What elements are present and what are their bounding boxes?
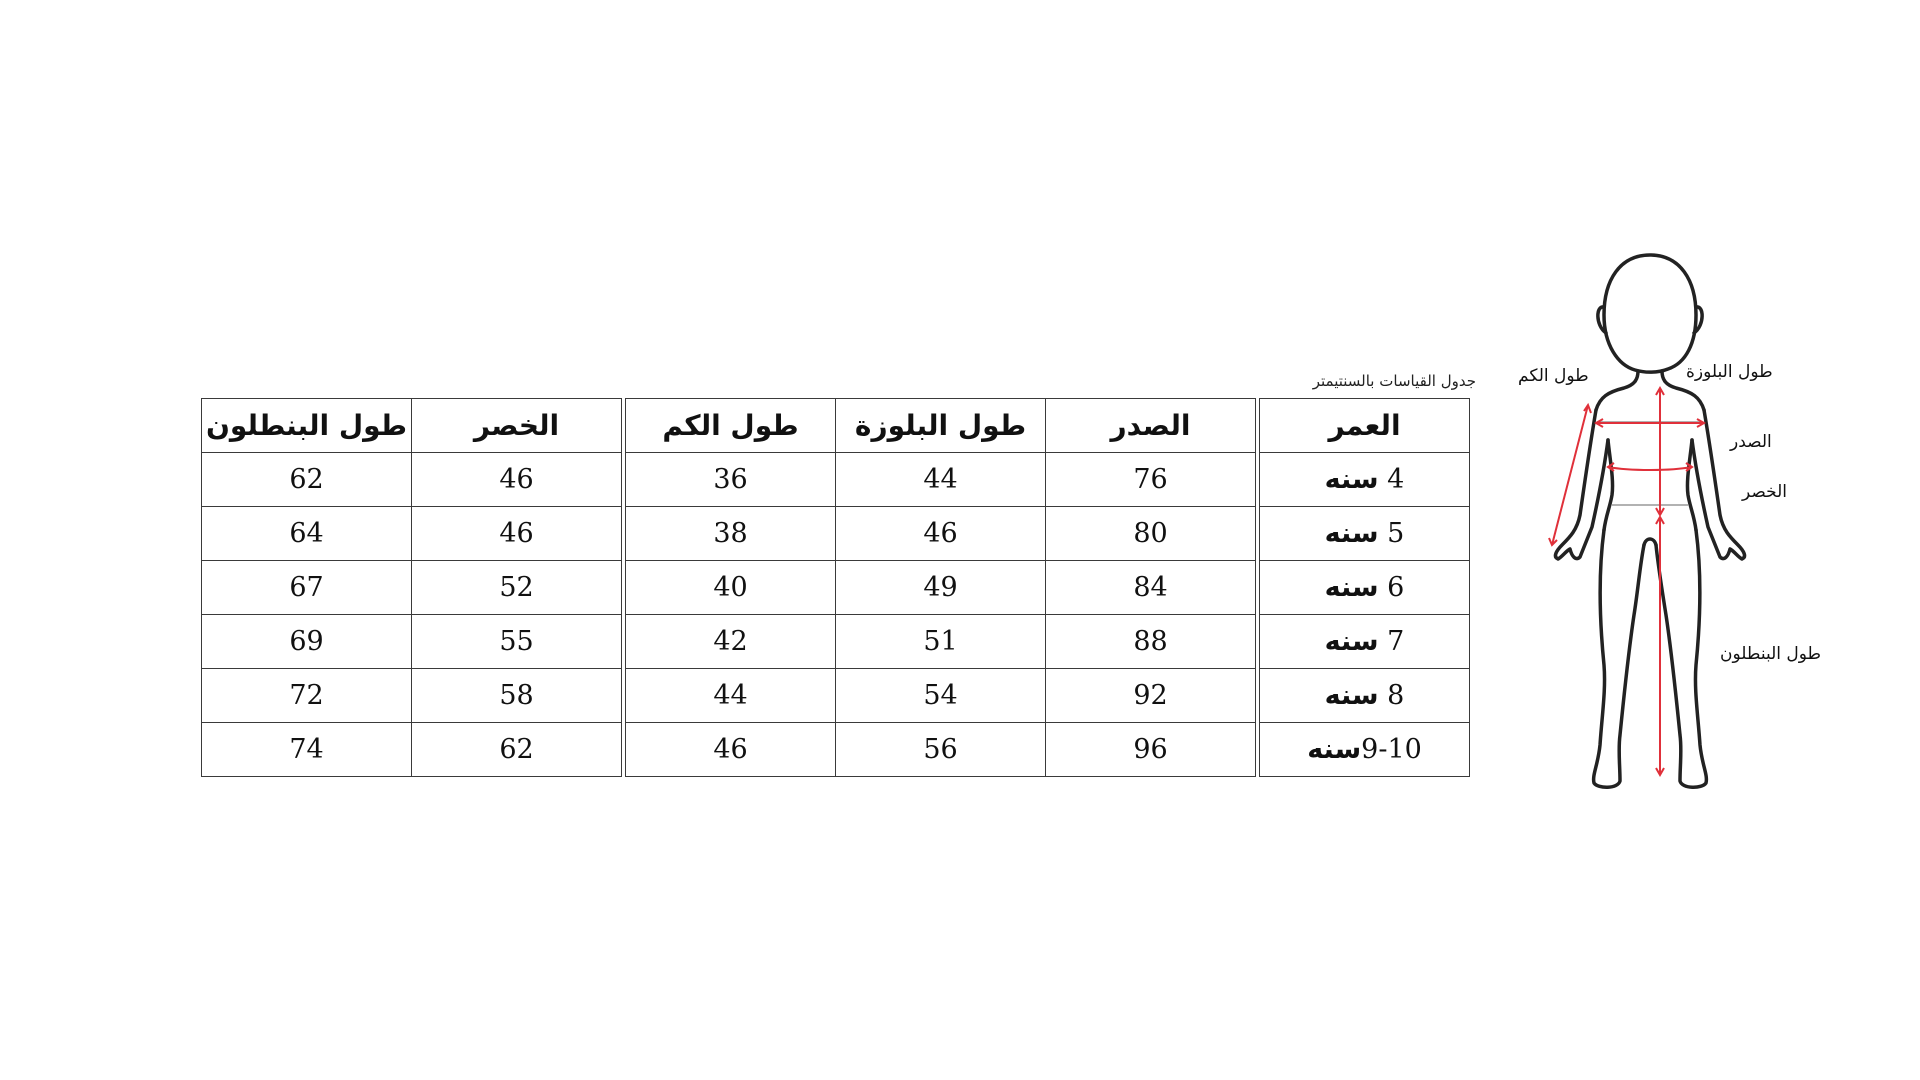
cell-waist: 46 [412, 453, 622, 507]
cell-waist: 58 [412, 669, 622, 723]
label-sleeve-length: طول الكم [1518, 366, 1589, 386]
cell-waist: 52 [412, 561, 622, 615]
figure-leg-left [1594, 530, 1644, 787]
age-number: 5 [1387, 518, 1405, 549]
cell-age [1260, 669, 1470, 723]
label-waist: الخصر [1742, 482, 1787, 502]
cell-age [1260, 615, 1470, 669]
figure-crotch [1644, 539, 1656, 545]
cell-chest: 84 [1046, 561, 1256, 615]
age-number: 8 [1387, 680, 1405, 711]
age-unit: سنه [1324, 464, 1379, 495]
cell-sleeve: 40 [626, 561, 836, 615]
child-figure-illustration [1500, 245, 1820, 845]
age-unit: سنه [1324, 518, 1379, 549]
age-number: 4 [1387, 464, 1405, 495]
cell-blouse: 49 [836, 561, 1046, 615]
age-unit: سنه [1324, 680, 1379, 711]
size-table [201, 398, 1470, 777]
cell-chest: 80 [1046, 507, 1256, 561]
cell-sleeve: 46 [626, 723, 836, 777]
header-pants-length: طول البنطلون [202, 399, 412, 453]
table-caption: جدول القياسات بالسنتيمتر [1312, 372, 1476, 390]
label-blouse-length: طول البلوزة [1686, 362, 1773, 382]
cell-age [1260, 507, 1470, 561]
cell-waist: 46 [412, 507, 622, 561]
figure-head [1604, 255, 1696, 372]
cell-chest: 92 [1046, 669, 1256, 723]
waist-measure-line [1608, 467, 1692, 470]
header-chest: الصدر [1046, 399, 1256, 453]
cell-age [1260, 723, 1470, 777]
cell-sleeve: 38 [626, 507, 836, 561]
age-number: 9-10 [1361, 734, 1422, 765]
cell-pants: 64 [202, 507, 412, 561]
label-pants-length: طول البنطلون [1720, 644, 1822, 664]
cell-blouse: 51 [836, 615, 1046, 669]
cell-pants: 72 [202, 669, 412, 723]
table-row [202, 453, 1470, 507]
age-unit: سنه [1307, 734, 1362, 765]
header-sleeve-length: طول الكم [626, 399, 836, 453]
cell-waist: 62 [412, 723, 622, 777]
table-row [202, 669, 1470, 723]
header-blouse-length: طول البلوزة [836, 399, 1046, 453]
header-waist: الخصر [412, 399, 622, 453]
table-header-row [202, 399, 1470, 453]
label-chest: الصدر [1730, 432, 1772, 452]
cell-sleeve: 42 [626, 615, 836, 669]
cell-sleeve: 36 [626, 453, 836, 507]
cell-sleeve: 44 [626, 669, 836, 723]
cell-blouse: 46 [836, 507, 1046, 561]
cell-age [1260, 453, 1470, 507]
age-unit: سنه [1324, 626, 1379, 657]
cell-waist: 55 [412, 615, 622, 669]
cell-pants: 74 [202, 723, 412, 777]
cell-pants: 62 [202, 453, 412, 507]
table-row [202, 615, 1470, 669]
figure-leg-right [1656, 530, 1706, 787]
cell-blouse: 56 [836, 723, 1046, 777]
table-row [202, 507, 1470, 561]
age-unit: سنه [1324, 572, 1379, 603]
cell-blouse: 44 [836, 453, 1046, 507]
cell-chest: 96 [1046, 723, 1256, 777]
age-number: 6 [1387, 572, 1405, 603]
cell-pants: 69 [202, 615, 412, 669]
cell-blouse: 54 [836, 669, 1046, 723]
cell-age [1260, 561, 1470, 615]
table-row [202, 723, 1470, 777]
cell-chest: 88 [1046, 615, 1256, 669]
cell-pants: 67 [202, 561, 412, 615]
age-number: 7 [1387, 626, 1405, 657]
table-row [202, 561, 1470, 615]
cell-chest: 76 [1046, 453, 1256, 507]
header-age: العمر [1260, 399, 1470, 453]
sleeve-measure-line [1552, 405, 1588, 545]
